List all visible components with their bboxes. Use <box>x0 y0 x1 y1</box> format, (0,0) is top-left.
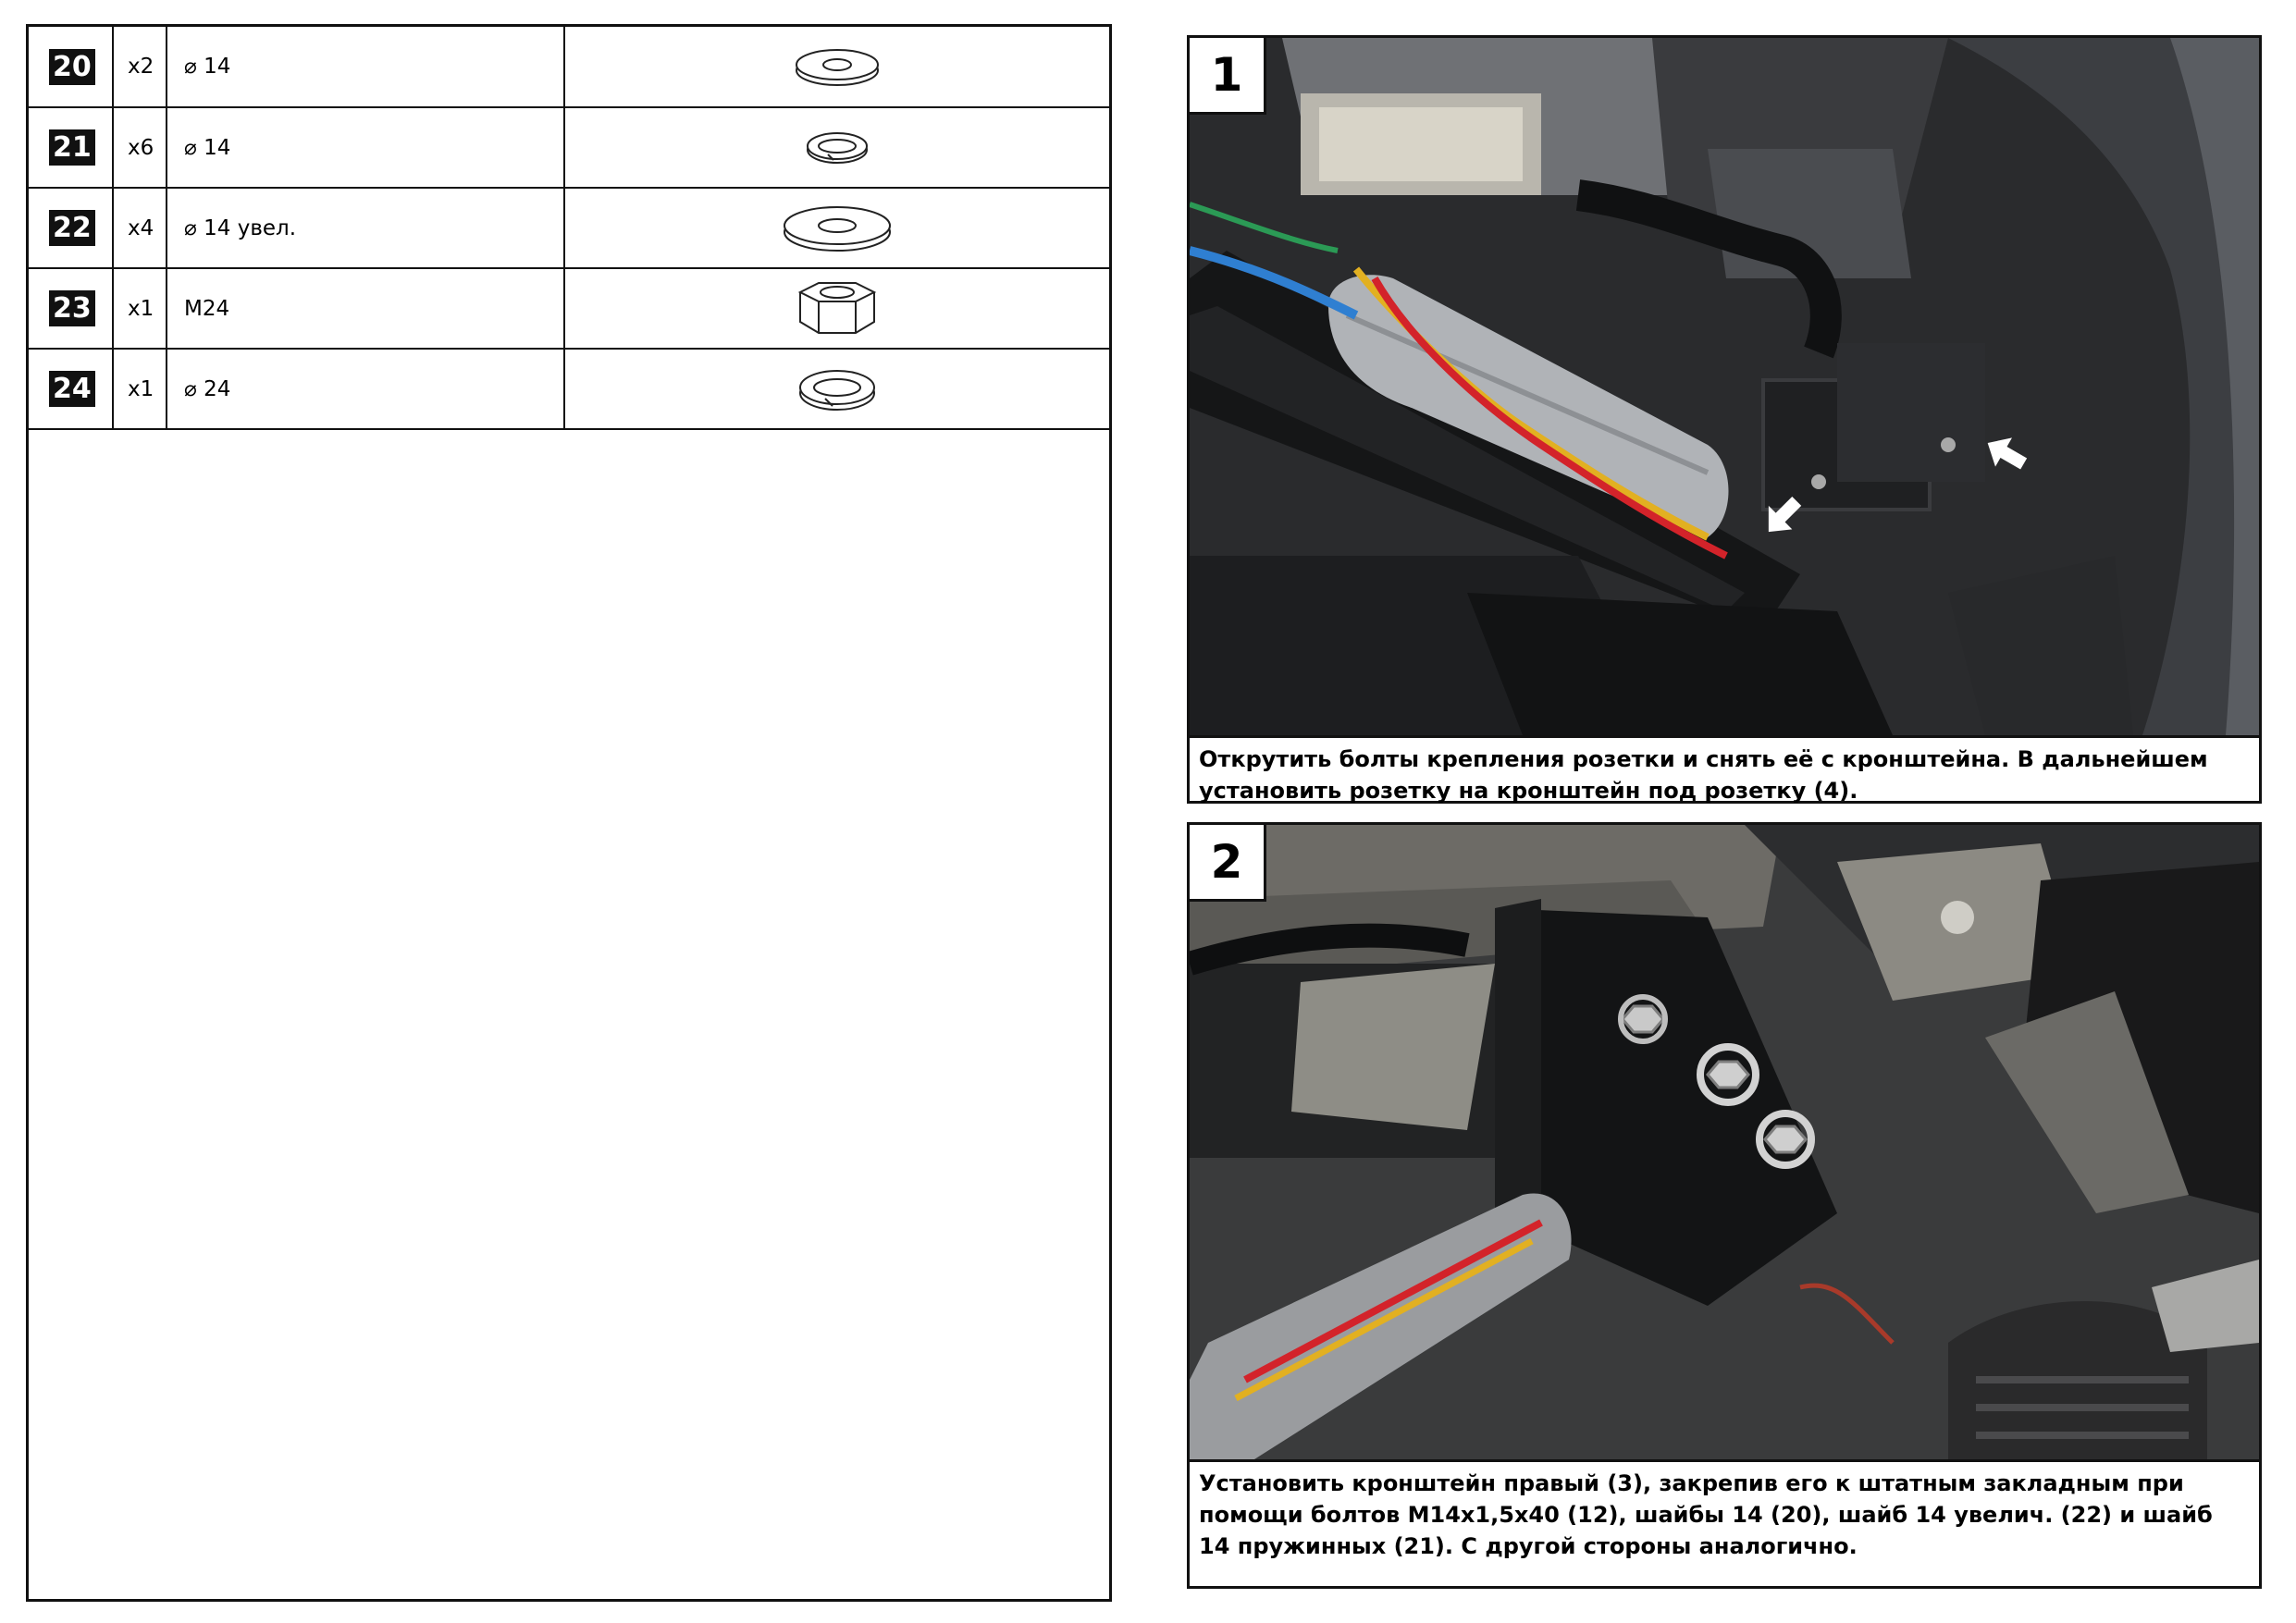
step-2-photo <box>1190 825 2259 1459</box>
parts-list-panel <box>26 24 1112 1602</box>
table-row <box>29 107 1109 188</box>
step-number: 2 <box>1190 825 1266 902</box>
table-row <box>29 27 1109 107</box>
part-description: ⌀ 24 <box>167 349 564 429</box>
step-1-photo <box>1190 38 2259 735</box>
part-description: ⌀ 14 увел. <box>167 188 564 268</box>
part-number: 21 <box>49 129 95 166</box>
part-number: 24 <box>49 371 95 407</box>
step-caption: Установить кронштейн правый (3), закрепив его к штатным закладным при помощи болтов M14x1,5x40 (12), шайбы 14 (20), шайб 14 увелич. (22) и шайб 14 пружинных (21). С другой стороны аналогично. <box>1190 1459 2259 1562</box>
step-2-panel <box>1187 822 2262 1589</box>
part-description: ⌀ 14 <box>167 27 564 107</box>
table-row <box>29 188 1109 268</box>
part-quantity: x4 <box>113 188 167 268</box>
part-quantity: x1 <box>113 268 167 349</box>
step-1-panel <box>1187 35 2262 804</box>
part-quantity: x6 <box>113 107 167 188</box>
part-description: M24 <box>167 268 564 349</box>
step-number: 1 <box>1190 38 1266 115</box>
part-number: 20 <box>49 49 95 85</box>
hex-nut-icon <box>793 279 882 338</box>
part-quantity: x1 <box>113 349 167 429</box>
flat-washer-icon <box>791 43 883 91</box>
table-row <box>29 349 1109 429</box>
spring-washer-icon <box>794 362 881 417</box>
spring-washer-icon <box>800 127 874 169</box>
step-caption: Открутить болты крепления розетки и снять её с кронштейна. В дальнейшем установить розетку на кронштейн под розетку (4). <box>1190 735 2259 806</box>
large-washer-icon <box>779 201 895 256</box>
part-description: ⌀ 14 <box>167 107 564 188</box>
part-number: 23 <box>49 290 95 326</box>
parts-table <box>29 27 1109 430</box>
part-quantity: x2 <box>113 27 167 107</box>
table-row <box>29 268 1109 349</box>
part-number: 22 <box>49 210 95 246</box>
